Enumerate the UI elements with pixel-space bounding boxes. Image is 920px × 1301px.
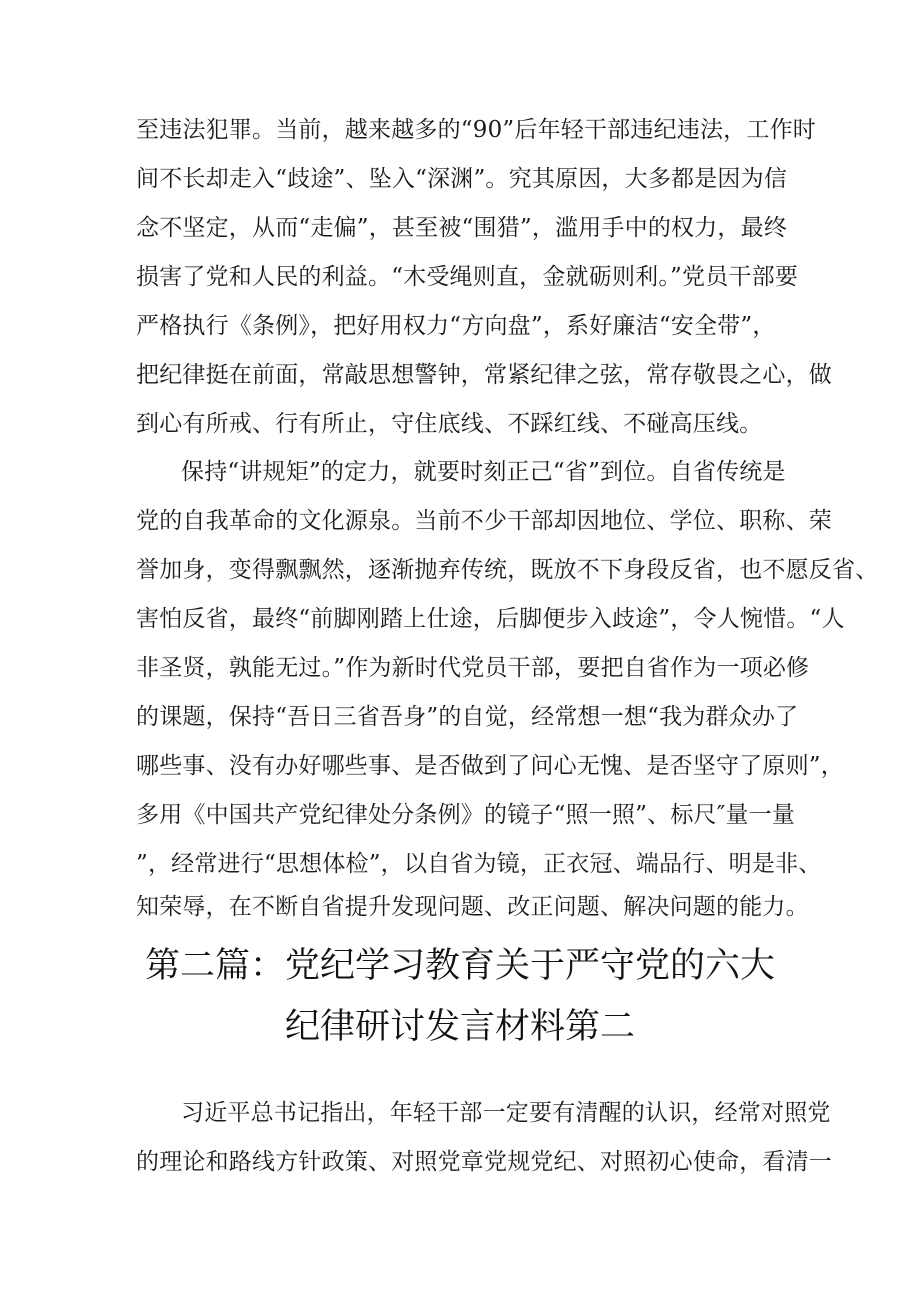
paragraph-line: 的理论和路线方针政策、对照党章党规党纪、对照初心使命，看清一 bbox=[136, 1149, 832, 1175]
paragraph-line: 至违法犯罪。当前，越来越多的“90”后年轻干部违纪违法，工作时 bbox=[136, 117, 816, 143]
paragraph-line: 非圣贤，孰能无过。”作为新时代党员干部，要把自省作为一项必修 bbox=[136, 655, 810, 681]
paragraph-line: ”，经常进行“思想体检”，以自省为镜，正衣冠、端品行、明是非、 bbox=[136, 851, 822, 877]
paragraph-line: 习近平总书记指出，年轻干部一定要有清醒的认识，经常对照党 bbox=[181, 1100, 831, 1126]
heading-line-2: 纪律研讨发言材料第二 bbox=[284, 1007, 635, 1047]
paragraph-line: 党的自我革命的文化源泉。当前不少干部却因地位、学位、职称、荣 bbox=[136, 508, 832, 534]
paragraph-line: 把纪律挺在前面，常敲思想警钟，常紧纪律之弦，常存敬畏之心，做 bbox=[136, 362, 832, 388]
paragraph-line: 誉加身，变得飘飘然，逐渐抛弃传统，既放不下身段反省，也不愿反省、 bbox=[136, 557, 879, 583]
paragraph-line: 保持“讲规矩”的定力，就要时刻正己“省”到位。自省传统是 bbox=[181, 459, 786, 485]
paragraph-line: 严格执行《条例》，把好用权力“方向盘”，系好廉洁“安全带”， bbox=[136, 313, 776, 339]
paragraph-line: 哪些事、没有办好哪些事、是否做到了问心无愧、是否坚守了原则”， bbox=[136, 753, 844, 779]
paragraph-line: 的课题，保持“吾日三省吾身”的自觉，经常想一想“我为群众办了 bbox=[136, 704, 799, 730]
paragraph-line: 知荣辱，在不断自省提升发现问题、改正问题、解决问题的能力。 bbox=[136, 894, 809, 920]
paragraph-line: 多用《中国共产党纪律处分条例》的镜子“照一照”、标尺″量一量 bbox=[136, 802, 796, 828]
paragraph-line: 间不长却走入“歧途”、坠入“深渊”。究其原因，大多都是因为信 bbox=[136, 166, 788, 192]
heading-line-1: 第二篇：党纪学习教育关于严守党的六大 bbox=[144, 946, 775, 986]
paragraph-line: 到心有所戒、行有所止，守住底线、不踩红线、不碰高压线。 bbox=[136, 411, 763, 437]
paragraph-line: 念不坚定，从而“走偏”，甚至被“围猎”，滥用手中的权力，最终 bbox=[136, 215, 788, 241]
paragraph-line: 损害了党和人民的利益。“木受绳则直，金就砺则利。”党员干部要 bbox=[136, 264, 799, 290]
paragraph-line: 害怕反省，最终“前脚刚踏上仕途，后脚便步入歧途”，令人惋惜。“人 bbox=[136, 606, 845, 632]
